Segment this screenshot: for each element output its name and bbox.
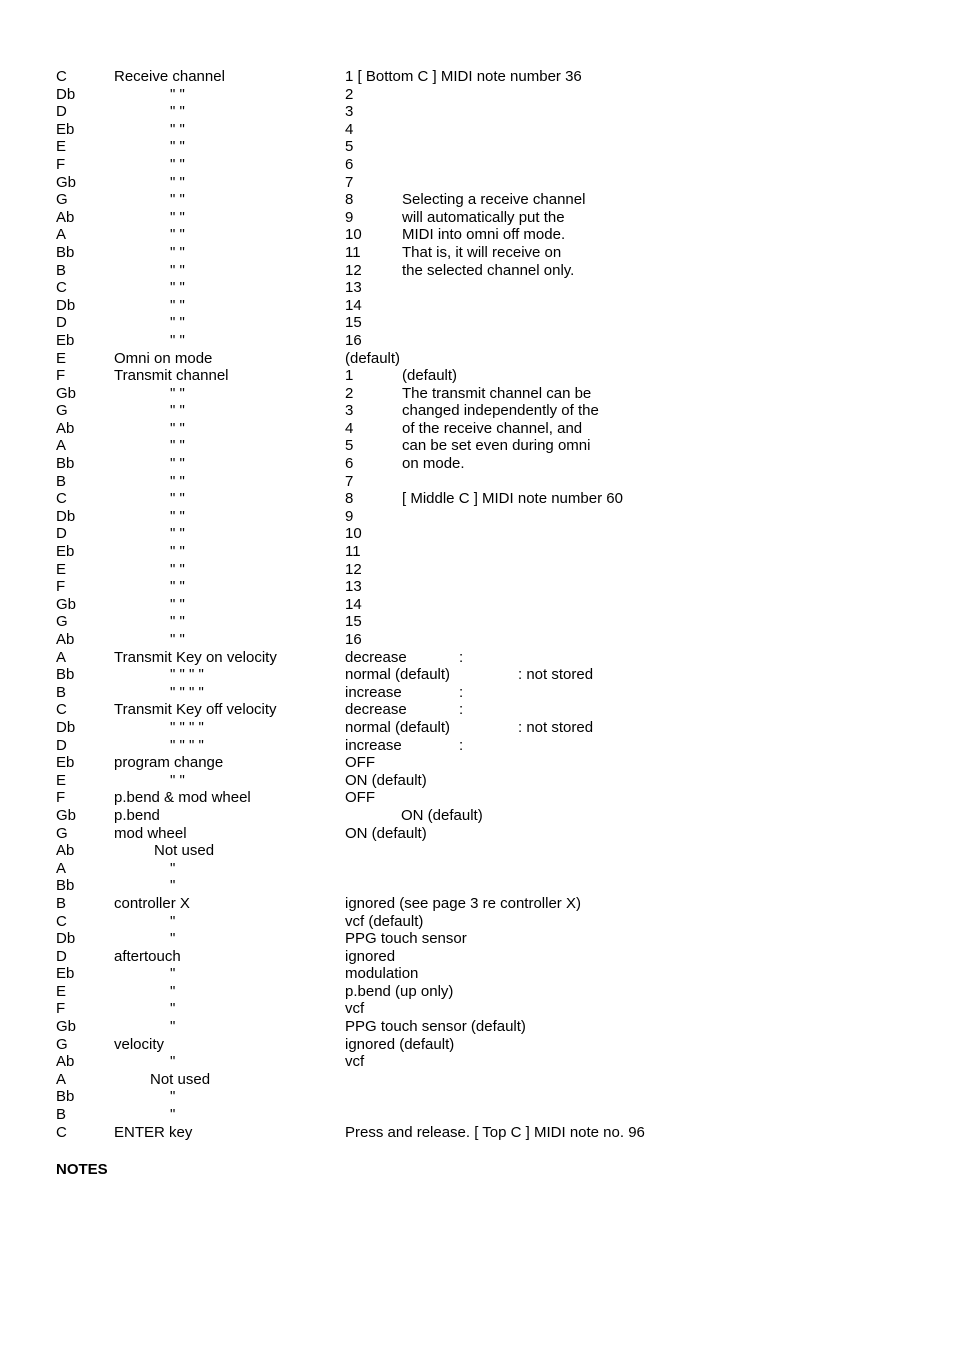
note-name: B [56,472,67,490]
ditto-mark: " " [170,507,185,525]
table-row [56,754,936,772]
table-row [56,666,936,684]
function-label: Transmit Key on velocity [114,648,277,666]
midi-function-table [56,68,936,1141]
setting-value: OFF [345,754,375,772]
ditto-mark: " " [170,138,185,156]
table-row [56,701,936,719]
ditto-mark: " [170,859,176,877]
note-name: C [56,279,67,297]
note-name: E [56,138,67,156]
note-name: G [56,191,68,209]
note-name: D [56,525,67,543]
table-row [56,948,936,966]
table-row [56,825,936,843]
function-label: program change [114,754,224,772]
ditto-mark: " " [170,419,185,437]
description-text: The transmit channel can be [402,384,592,402]
description-text: Selecting a receive channel [402,191,586,209]
setting-value: PPG touch sensor [345,930,467,948]
ditto-mark: " " [170,226,185,244]
table-row [56,86,936,104]
table-row [56,121,936,139]
note-name: D [56,736,67,754]
note-name: Gb [56,1018,77,1036]
ditto-mark: " [170,1000,176,1018]
table-row [56,913,936,931]
table-row [56,1124,936,1142]
ditto-mark: " " [170,490,185,508]
setting-value: 10 [345,525,362,543]
ditto-mark: " " [170,595,185,613]
setting-value: 8 [345,191,354,209]
ditto-mark: " [170,1106,176,1124]
description-text: (default) [402,367,458,385]
table-row [56,807,936,825]
setting-value: vcf [345,1000,365,1018]
ditto-mark: " [170,965,176,983]
note-name: Db [56,85,76,103]
function-label: Receive channel [114,68,225,85]
ditto-mark: " [170,1088,176,1106]
setting-value: 2 [345,384,354,402]
note-name: F [56,367,66,385]
setting-value: 13 [345,578,362,596]
setting-value: 2 [345,85,354,103]
table-row [56,737,936,755]
note-name: Eb [56,965,75,983]
ditto-mark: " [170,930,176,948]
ditto-mark: " " [170,455,185,473]
ditto-mark: " " " " [170,683,204,701]
ditto-mark: " " [170,120,185,138]
description-text: MIDI into omni off mode. [402,226,566,244]
description-text: of the receive channel, and [402,419,583,437]
ditto-mark: " " [170,243,185,261]
description-text: That is, it will receive on [402,243,562,261]
ditto-mark: " " [170,771,185,789]
setting-value: 6 [345,155,354,173]
setting-value: 6 [345,455,354,473]
table-row [56,244,936,262]
table-row [56,350,936,368]
note-name: Ab [56,631,75,648]
table-row [56,895,936,913]
note-name: Ab [56,208,75,226]
table-row [56,1071,936,1089]
setting-value: normal (default) [345,718,451,736]
note-name: F [56,789,66,807]
note-name: A [56,226,67,244]
setting-value: 4 [345,419,354,437]
function-label: Omni on mode [114,349,213,367]
setting-value: 10 [345,226,362,244]
note-name: Gb [56,806,77,824]
table-row [56,649,936,667]
ditto-mark: " " [170,613,185,631]
table-row [56,314,936,332]
setting-value: 15 [345,613,362,631]
setting-value: 5 [345,138,354,156]
function-label: velocity [114,1035,165,1053]
note-name: Ab [56,419,75,437]
ditto-mark: " " [170,578,185,596]
ditto-mark: " " [170,85,185,103]
note-name: G [56,402,68,420]
description-text: can be set even during omni [402,437,591,455]
colon-mark: : [459,736,464,754]
note-name: Db [56,718,76,736]
description-text: will automatically put the [402,208,565,226]
setting-value: 3 [345,402,354,420]
function-label: ENTER key [114,1123,193,1141]
setting-value: 7 [345,472,354,490]
colon-mark: : [459,648,464,666]
note-name: C [56,1123,67,1141]
setting-value: increase [345,736,402,754]
setting-value: 1 [ Bottom C ] MIDI note number 36 [345,68,582,85]
note-name: C [56,701,67,719]
setting-value: 5 [345,437,354,455]
function-label: p.bend & mod wheel [114,789,251,807]
table-row [56,191,936,209]
table-row [56,1106,936,1124]
setting-value: 12 [345,560,362,578]
ditto-mark: " " [170,525,185,543]
note-name: F [56,578,66,596]
function-label: Not used [150,1070,211,1088]
setting-value: ignored (default) [345,1035,455,1053]
table-row [56,209,936,227]
ditto-mark: " " [170,384,185,402]
note-name: Bb [56,455,75,473]
note-name: C [56,68,67,85]
note-name: E [56,349,67,367]
table-row [56,138,936,156]
setting-value: modulation [345,965,419,983]
colon-mark: : [459,701,464,719]
setting-value: 15 [345,314,362,332]
setting-value: normal (default) [345,666,451,684]
note-name: Gb [56,384,77,402]
ditto-mark: " " [170,208,185,226]
setting-value: 14 [345,296,362,314]
setting-value: ignored [345,947,396,965]
table-row [56,561,936,579]
note-name: A [56,859,67,877]
ditto-mark: " " [170,631,185,648]
ditto-mark: " " " " [170,666,204,684]
table-row [56,455,936,473]
description-text: the selected channel only. [402,261,575,279]
note-name: Gb [56,595,77,613]
ditto-mark: " " [170,402,185,420]
table-row [56,297,936,315]
note-name: B [56,261,67,279]
note-name: Eb [56,543,75,561]
storage-note: : not stored [518,718,594,736]
table-row [56,1053,936,1071]
function-label: controller X [114,894,190,912]
table-row [56,1036,936,1054]
ditto-mark: " " [170,560,185,578]
setting-value: 9 [345,507,354,525]
ditto-mark: " " [170,103,185,121]
function-label: Not used [154,842,215,860]
ditto-mark: " " [170,296,185,314]
table-row [56,420,936,438]
setting-value: ON (default) [345,824,427,842]
note-name: C [56,912,67,930]
setting-value: decrease [345,701,407,719]
ditto-mark: " " " " [170,736,204,754]
note-name: Ab [56,1053,75,1071]
note-name: A [56,437,67,455]
note-name: Gb [56,173,77,191]
table-row [56,930,936,948]
table-row [56,156,936,174]
description-text: [ Middle C ] MIDI note number 60 [402,490,623,508]
note-name: E [56,771,67,789]
colon-mark: : [459,683,464,701]
ditto-mark: " [170,912,176,930]
note-name: D [56,947,67,965]
table-row [56,525,936,543]
note-name: A [56,648,67,666]
table-row [56,437,936,455]
note-name: C [56,490,67,508]
note-name: Db [56,507,76,525]
setting-value: 12 [345,261,362,279]
setting-value: 11 [345,243,361,261]
setting-value: Press and release. [ Top C ] MIDI note no. 96 [345,1123,645,1141]
table-row [56,578,936,596]
note-name: F [56,155,66,173]
description-text: on mode. [402,455,465,473]
table-row [56,174,936,192]
setting-value: ignored (see page 3 re controller X) [345,894,581,912]
function-label: mod wheel [114,824,187,842]
note-name: G [56,613,68,631]
setting-value: ON (default) [401,806,483,824]
function-label: aftertouch [114,947,181,965]
setting-value: increase [345,683,402,701]
storage-note: : not stored [518,666,594,684]
function-label: Transmit Key off velocity [114,701,277,719]
setting-value: 14 [345,595,362,613]
note-name: Db [56,930,76,948]
ditto-mark: " [170,1053,176,1071]
table-row [56,332,936,350]
ditto-mark: " " " " [170,718,204,736]
table-row [56,965,936,983]
table-row [56,402,936,420]
table-row [56,1018,936,1036]
table-row [56,279,936,297]
table-row [56,684,936,702]
setting-value: p.bend (up only) [345,982,454,1000]
ditto-mark: " " [170,191,185,209]
table-row [56,789,936,807]
setting-value: 7 [345,173,354,191]
setting-value: ON (default) [345,771,427,789]
table-row [56,1000,936,1018]
setting-value: 3 [345,103,354,121]
table-row [56,877,936,895]
ditto-mark: " " [170,331,185,349]
table-row [56,842,936,860]
note-name: Db [56,296,76,314]
note-name: D [56,314,67,332]
function-label: Transmit channel [114,367,229,385]
table-row [56,596,936,614]
table-row [56,613,936,631]
ditto-mark: " " [170,155,185,173]
note-name: Eb [56,120,75,138]
setting-value: vcf [345,1053,365,1071]
table-row [56,103,936,121]
notes-heading: NOTES [56,1161,108,1178]
setting-value: vcf (default) [345,912,424,930]
ditto-mark: " " [170,472,185,490]
table-row [56,983,936,1001]
table-row [56,508,936,526]
note-name: Eb [56,331,75,349]
note-name: G [56,824,68,842]
note-name: D [56,103,67,121]
setting-value: 11 [345,543,361,561]
table-row [56,631,936,649]
table-row [56,772,936,790]
table-row [56,719,936,737]
note-name: E [56,982,67,1000]
ditto-mark: " [170,877,176,895]
table-row [56,490,936,508]
ditto-mark: " " [170,279,185,297]
note-name: Bb [56,1088,75,1106]
table-row [56,1088,936,1106]
ditto-mark: " " [170,173,185,191]
ditto-mark: " " [170,314,185,332]
setting-value: 16 [345,631,362,648]
note-name: E [56,560,67,578]
ditto-mark: " " [170,437,185,455]
table-row [56,385,936,403]
note-name: B [56,894,67,912]
function-label: p.bend [114,806,160,824]
setting-value: OFF [345,789,375,807]
note-name: Bb [56,666,75,684]
table-row [56,262,936,280]
setting-value: 4 [345,120,354,138]
note-name: B [56,683,67,701]
setting-value: 1 [345,367,354,385]
table-row [56,226,936,244]
table-row [56,68,936,86]
note-name: G [56,1035,68,1053]
note-name: Ab [56,842,75,860]
ditto-mark: " " [170,261,185,279]
note-name: F [56,1000,66,1018]
ditto-mark: " [170,982,176,1000]
note-name: Bb [56,877,75,895]
setting-value: 16 [345,331,362,349]
note-name: Bb [56,243,75,261]
note-name: Eb [56,754,75,772]
table-row [56,543,936,561]
table-row [56,860,936,878]
setting-value: (default) [345,349,401,367]
note-name: B [56,1106,67,1124]
table-row [56,473,936,491]
setting-value: 13 [345,279,362,297]
setting-value: decrease [345,648,407,666]
setting-value: 8 [345,490,354,508]
description-text: changed independently of the [402,402,599,420]
ditto-mark: " [170,1018,176,1036]
setting-value: PPG touch sensor (default) [345,1018,526,1036]
setting-value: 9 [345,208,354,226]
note-name: A [56,1070,67,1088]
ditto-mark: " " [170,543,185,561]
table-row [56,367,936,385]
